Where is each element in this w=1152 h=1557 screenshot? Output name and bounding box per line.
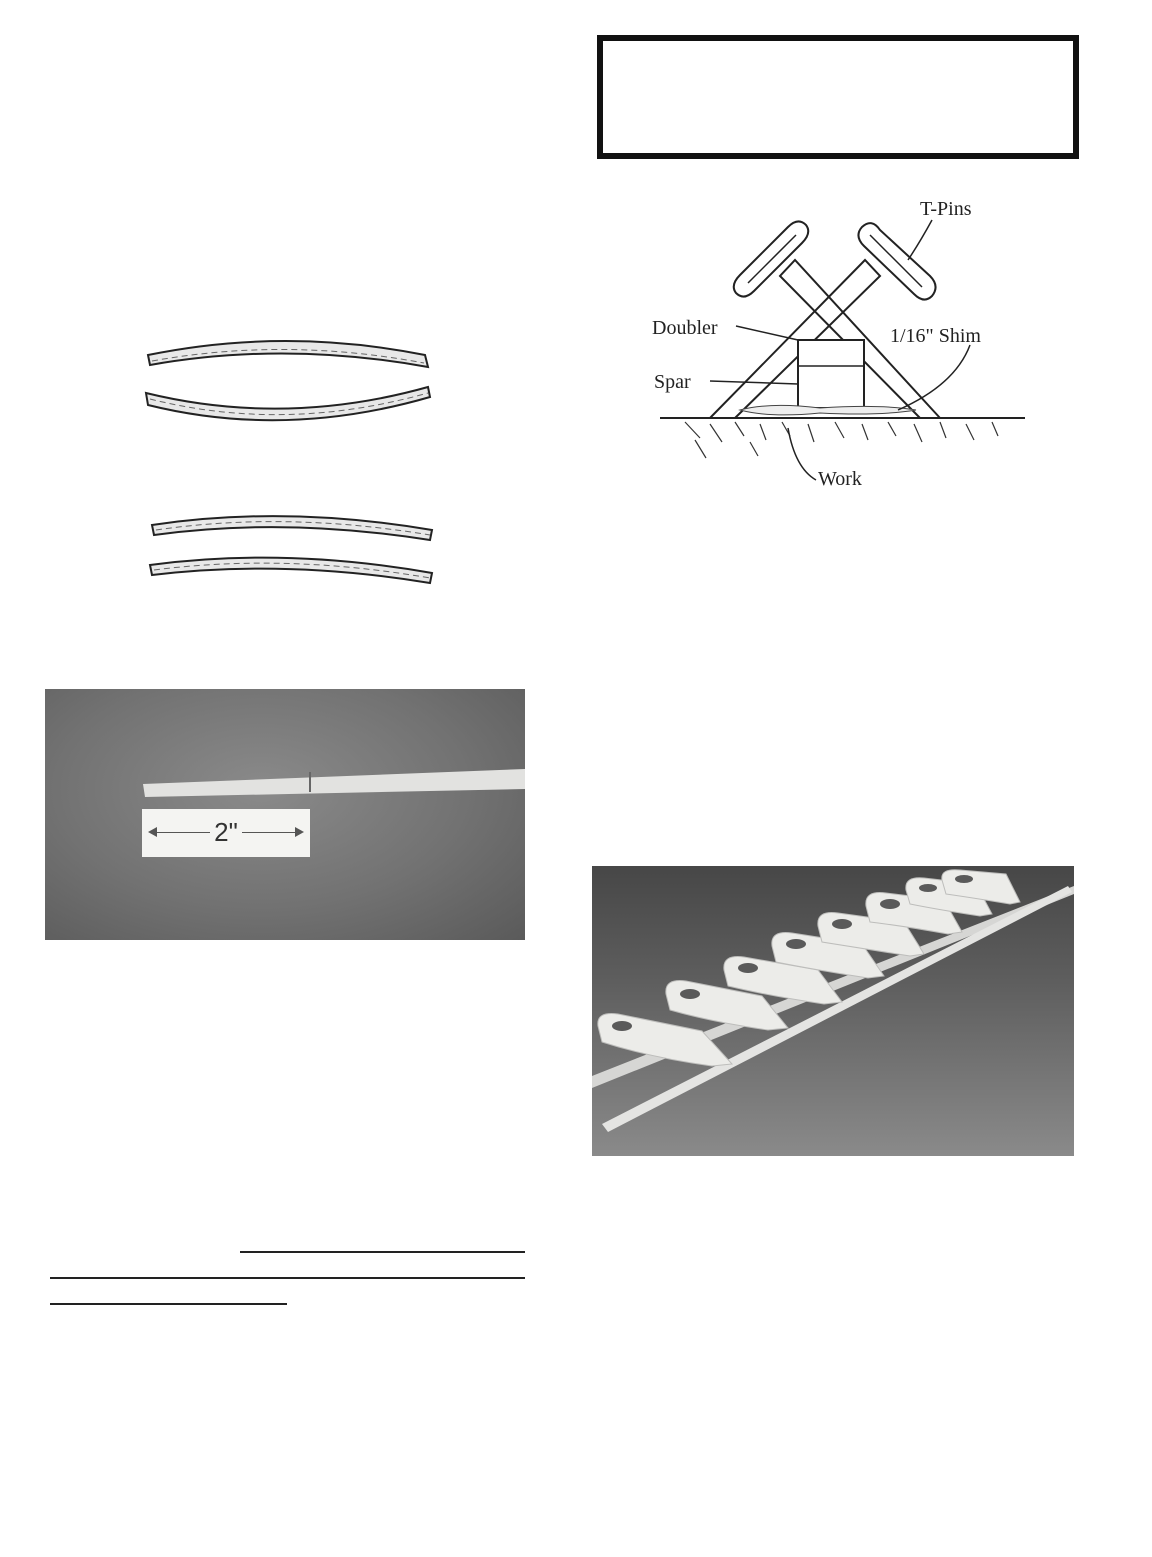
tpin-diagram: [640, 190, 1040, 495]
doubler-block: [798, 340, 864, 408]
scale-label: 2": [142, 817, 310, 847]
wing-ribs-photo: [592, 866, 1074, 1156]
warped-strips-icon: [140, 335, 440, 595]
wing-ribs-icon: [592, 866, 1074, 1156]
scale-card: [142, 809, 310, 857]
strip-scarf-photo: [45, 689, 525, 940]
label-spar: Spar: [654, 371, 691, 393]
label-doubler: Doubler: [652, 317, 718, 339]
underline-rule-1: [240, 1251, 525, 1253]
label-shim: 1/16" Shim: [890, 325, 981, 347]
underline-rule-2: [50, 1277, 525, 1279]
underline-rule-3: [50, 1303, 287, 1305]
warning-box: [597, 35, 1079, 159]
hatching: [685, 422, 998, 458]
warped-strips-figure: [140, 335, 440, 595]
label-tpins: T-Pins: [920, 198, 972, 220]
label-work: Work: [818, 468, 862, 490]
